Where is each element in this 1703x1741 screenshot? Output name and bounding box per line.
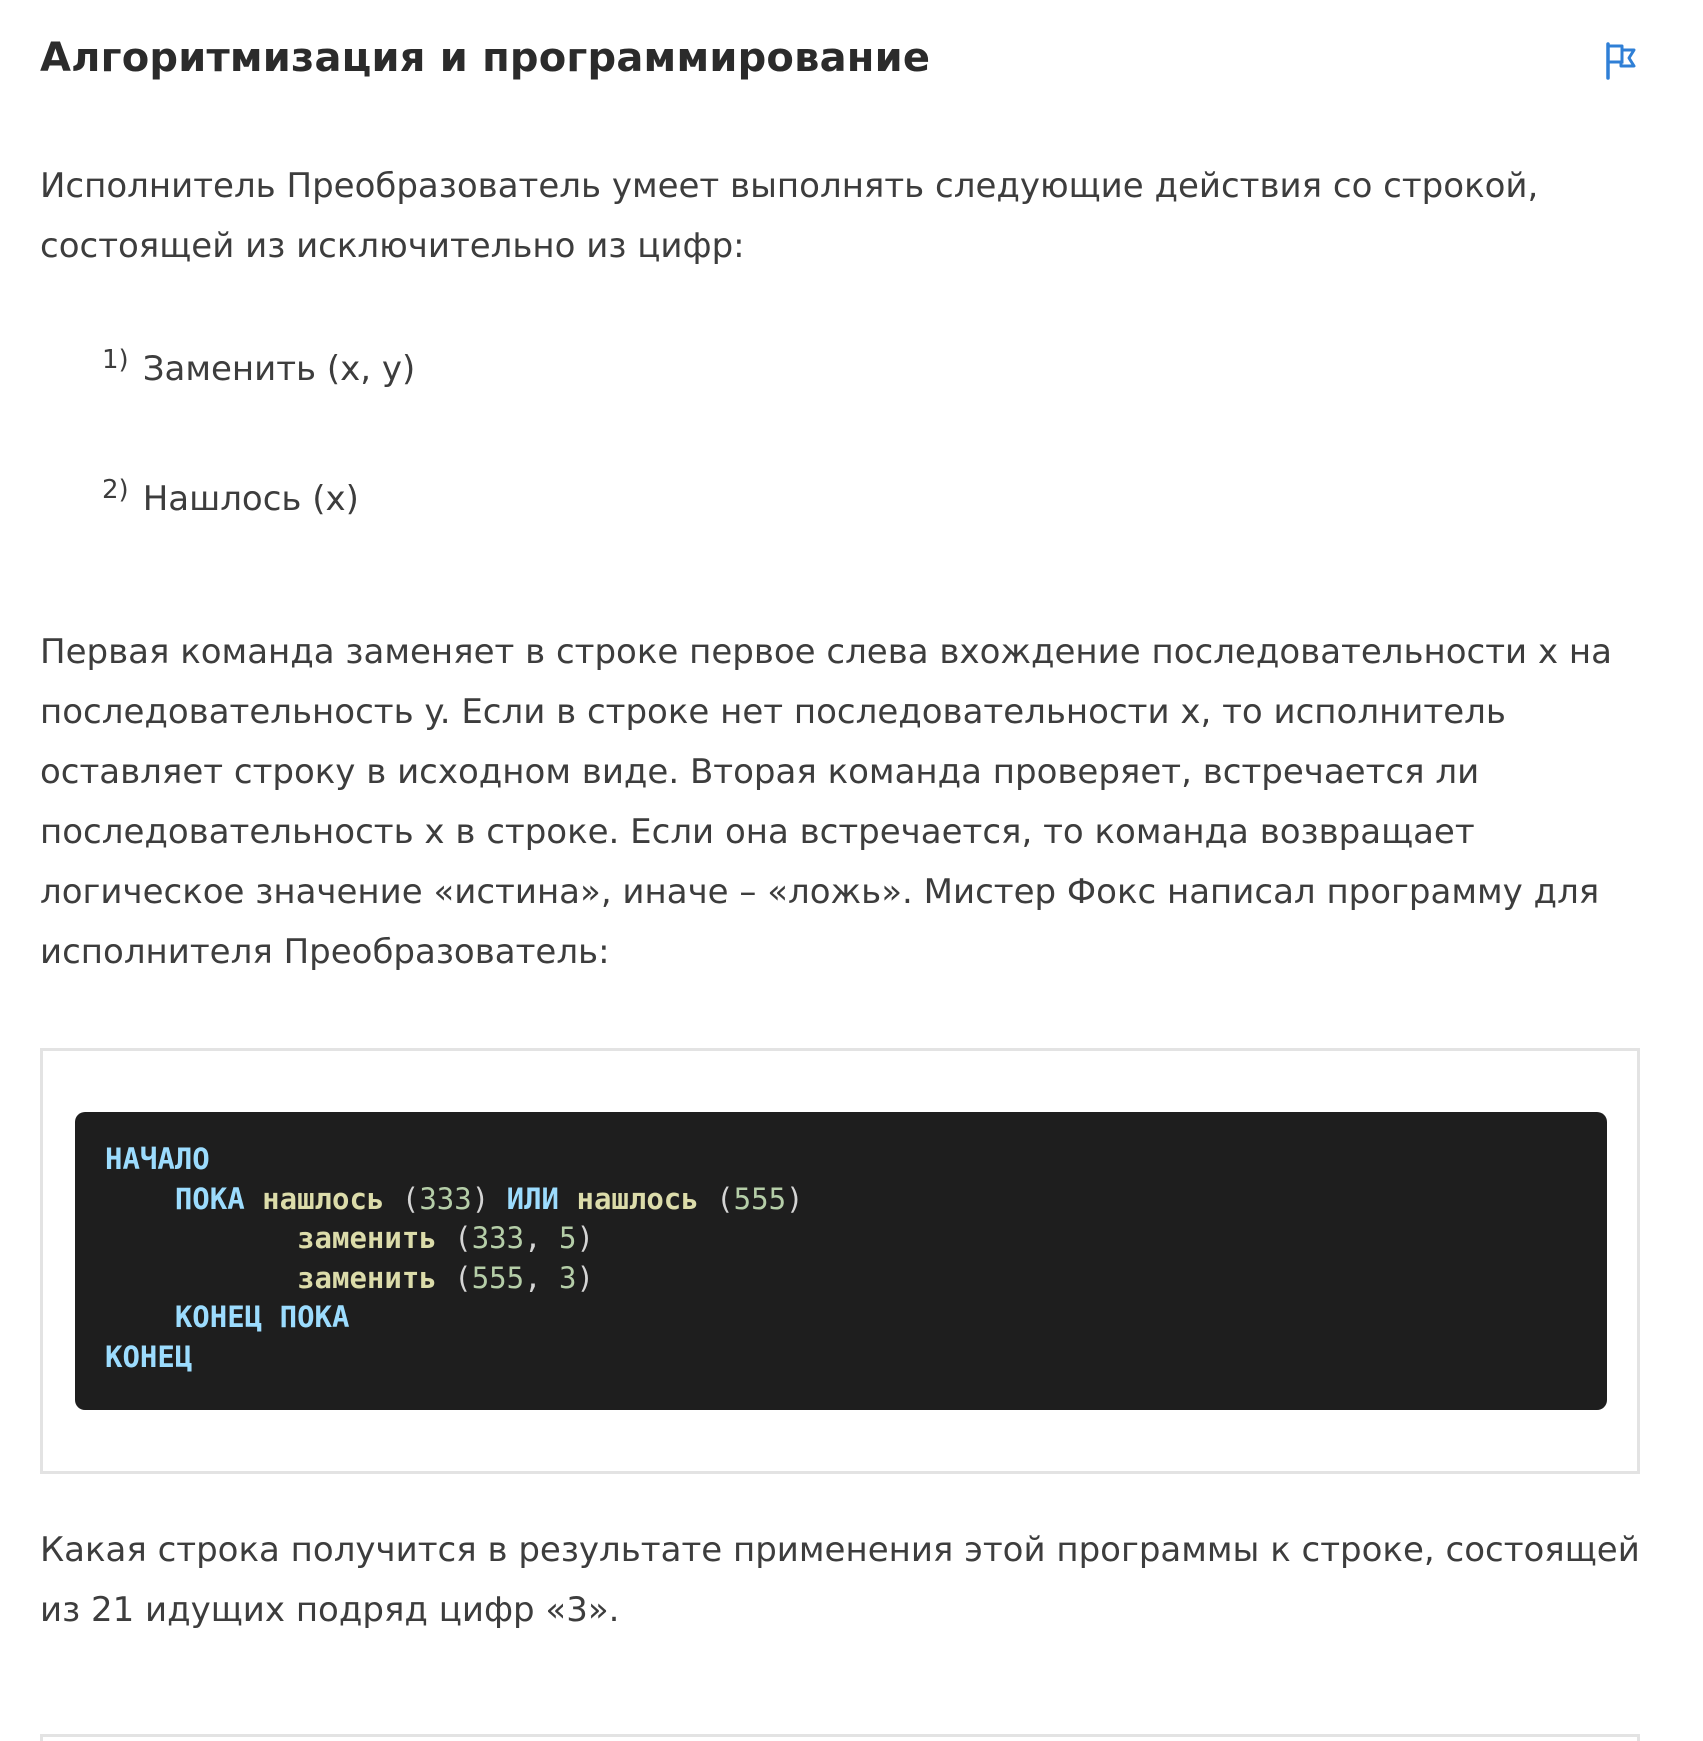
code-frame — [40, 1048, 1640, 1474]
flag-icon — [1604, 40, 1640, 80]
code-function: нашлось — [262, 1181, 385, 1216]
list-item-text: Заменить (x, y) — [142, 349, 416, 389]
answer-panel-edge — [40, 1734, 1640, 1741]
code-line — [105, 1298, 1577, 1338]
code-separator: , — [524, 1260, 542, 1295]
code-keyword: КОНЕЦ — [174, 1300, 263, 1334]
task-description: Первая команда заменяет в строке первое слева вхождение последовательности x на последовательность y. Если в строке нет последовательности x, то исполнитель оставляет строку в исходном виде. Вторая команда проверяет, встречается ли последовательность x в строке. Если она встречается, то команда возвращает логическое значение «истина», иначе – «ложь». Мистер Фокс написал программу для исполнителя Преобразователь: — [40, 632, 1612, 972]
code-number: 5 — [559, 1221, 577, 1255]
code-line — [105, 1140, 1577, 1180]
code-number: 333 — [471, 1221, 525, 1255]
code-number: 3 — [559, 1260, 577, 1295]
code-paren: ) — [576, 1221, 594, 1255]
code-function: заменить — [297, 1221, 437, 1255]
code-paren: ( — [454, 1260, 472, 1295]
report-flag-button[interactable] — [1604, 40, 1640, 80]
list-item — [102, 330, 415, 390]
code-paren: ) — [576, 1260, 594, 1295]
code-indent — [105, 1300, 175, 1334]
code-paren: ( — [454, 1221, 472, 1255]
code-paren: ) — [471, 1181, 490, 1216]
list-item-number: 2) — [102, 475, 129, 505]
list-item — [102, 460, 415, 520]
code-paren: ( — [716, 1181, 734, 1216]
code-line — [105, 1219, 1577, 1259]
code-keyword: ПОКА — [174, 1181, 245, 1216]
code-keyword: КОНЕЦ — [105, 1339, 193, 1374]
code-keyword: НАЧАЛО — [105, 1142, 210, 1176]
code-line — [105, 1338, 1577, 1378]
code-indent — [105, 1221, 297, 1255]
list-item-text: Нашлось (x) — [142, 479, 359, 519]
code-number: 555 — [733, 1181, 787, 1216]
code-indent — [105, 1261, 297, 1295]
code-function: нашлось — [576, 1181, 699, 1216]
code-keyword: ПОКА — [279, 1300, 350, 1334]
code-function: заменить — [297, 1260, 437, 1295]
code-block — [75, 1112, 1607, 1410]
code-line — [105, 1180, 1577, 1220]
code-number: 555 — [471, 1260, 525, 1295]
task-header — [40, 28, 1640, 88]
code-number: 333 — [419, 1181, 472, 1216]
code-paren: ) — [786, 1181, 804, 1216]
code-indent — [105, 1182, 175, 1216]
task-intro: Исполнитель Преобразователь умеет выполнять следующие действия со строкой, состоящей из исключительно из цифр: — [40, 166, 1539, 266]
code-keyword: ИЛИ — [506, 1181, 560, 1216]
list-item-number: 1) — [102, 345, 129, 375]
page-title: Алгоритмизация и программирование — [40, 35, 931, 81]
command-list — [102, 330, 415, 520]
code-paren: ( — [401, 1181, 420, 1216]
code-separator: , — [524, 1221, 542, 1255]
code-line — [105, 1259, 1577, 1299]
task-question: Какая строка получится в результате применения этой программы к строке, состоящей из 21 идущих подряд цифр «3». — [40, 1530, 1640, 1630]
